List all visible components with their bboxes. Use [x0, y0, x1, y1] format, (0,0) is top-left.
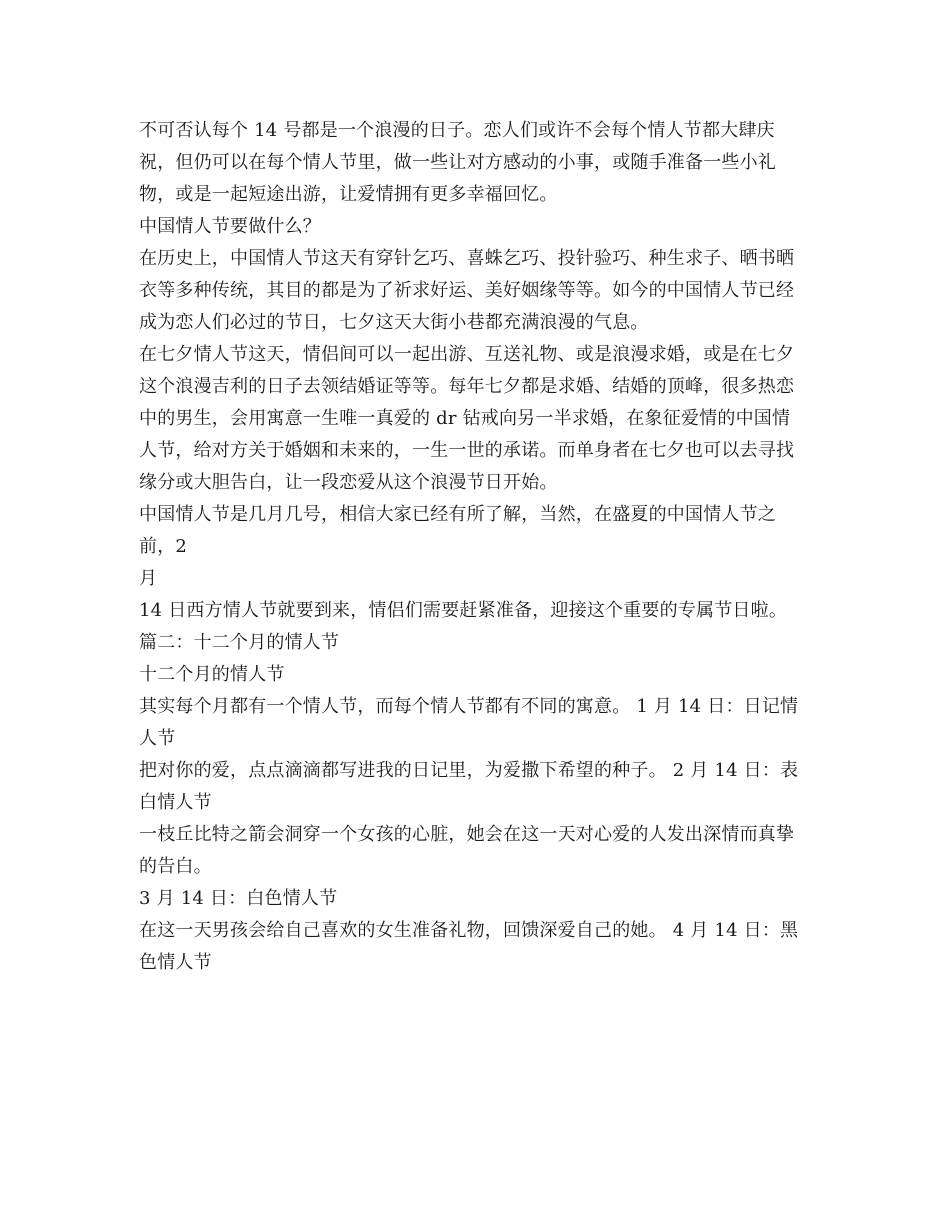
text-line: 物，或是一起短途出游，让爱情拥有更多幸福回忆。 [139, 184, 558, 205]
text-line: 14 日西方情人节就要到来，情侣们需要赶紧准备，迎接这个重要的专属节日啦。 [139, 600, 788, 621]
text-line: 在历史上，中国情人节这天有穿针乞巧、喜蛛乞巧、投针验巧、种生求子、晒书晒 [139, 248, 795, 269]
section-heading: 篇二：十二个月的情人节 [139, 632, 340, 653]
text-line: 这个浪漫吉利的日子去领结婚证等等。每年七夕都是求婚、结婚的顶峰，很多热恋 [139, 376, 795, 397]
text-line: 不可否认每个 14 号都是一个浪漫的日子。恋人们或许不会每个情人节都大肆庆 [139, 120, 775, 141]
section-title: 十二个月的情人节 [139, 664, 285, 685]
text-line: 成为恋人们必过的节日，七夕这天大街小巷都充满浪漫的气息。 [139, 312, 649, 333]
text-line: 中的男生，会用寓意一生唯一真爱的 dr 钻戒向另一半求婚，在象征爱情的中国情 [139, 408, 791, 429]
text-line: 把对你的爱，点点滴滴都写进我的日记里，为爱撒下希望的种子。 2 月 14 日：表 [139, 760, 799, 781]
text-line: 前，2 [139, 536, 188, 557]
document-body [139, 115, 819, 979]
text-line: 人节，给对方关于婚姻和未来的，一生一世的承诺。而单身者在七夕也可以去寻找 [139, 440, 795, 461]
text-line: 在这一天男孩会给自己喜欢的女生准备礼物，回馈深爱自己的她。 4 月 14 日：黑 [139, 920, 799, 941]
text-line: 中国情人节是几月几号，相信大家已经有所了解，当然，在盛夏的中国情人节之 [139, 504, 776, 525]
text-line: 衣等多种传统，其目的都是为了祈求好运、美好姻缘等等。如今的中国情人节已经 [139, 280, 795, 301]
text-line: 色情人节 [139, 952, 212, 973]
text-line: 祝，但仍可以在每个情人节里，做一些让对方感动的小事，或随手准备一些小礼 [139, 152, 776, 173]
text-line: 其实每个月都有一个情人节，而每个情人节都有不同的寓意。 1 月 14 日：日记情 [139, 696, 799, 717]
text-line: 人节 [139, 728, 176, 749]
text-line: 缘分或大胆告白，让一段恋爱从这个浪漫节日开始。 [139, 472, 558, 493]
text-line: 月 [139, 568, 158, 589]
text-line: 的告白。 [139, 856, 212, 877]
text-line: 白情人节 [139, 792, 212, 813]
text-line: 3 月 14 日：白色情人节 [139, 888, 338, 909]
section-heading: 中国情人节要做什么？ [139, 216, 321, 237]
text-line: 在七夕情人节这天，情侣间可以一起出游、互送礼物、或是浪漫求婚，或是在七夕 [139, 344, 795, 365]
text-line: 一枝丘比特之箭会洞穿一个女孩的心脏，她会在这一天对心爱的人发出深情而真挚 [139, 824, 795, 845]
